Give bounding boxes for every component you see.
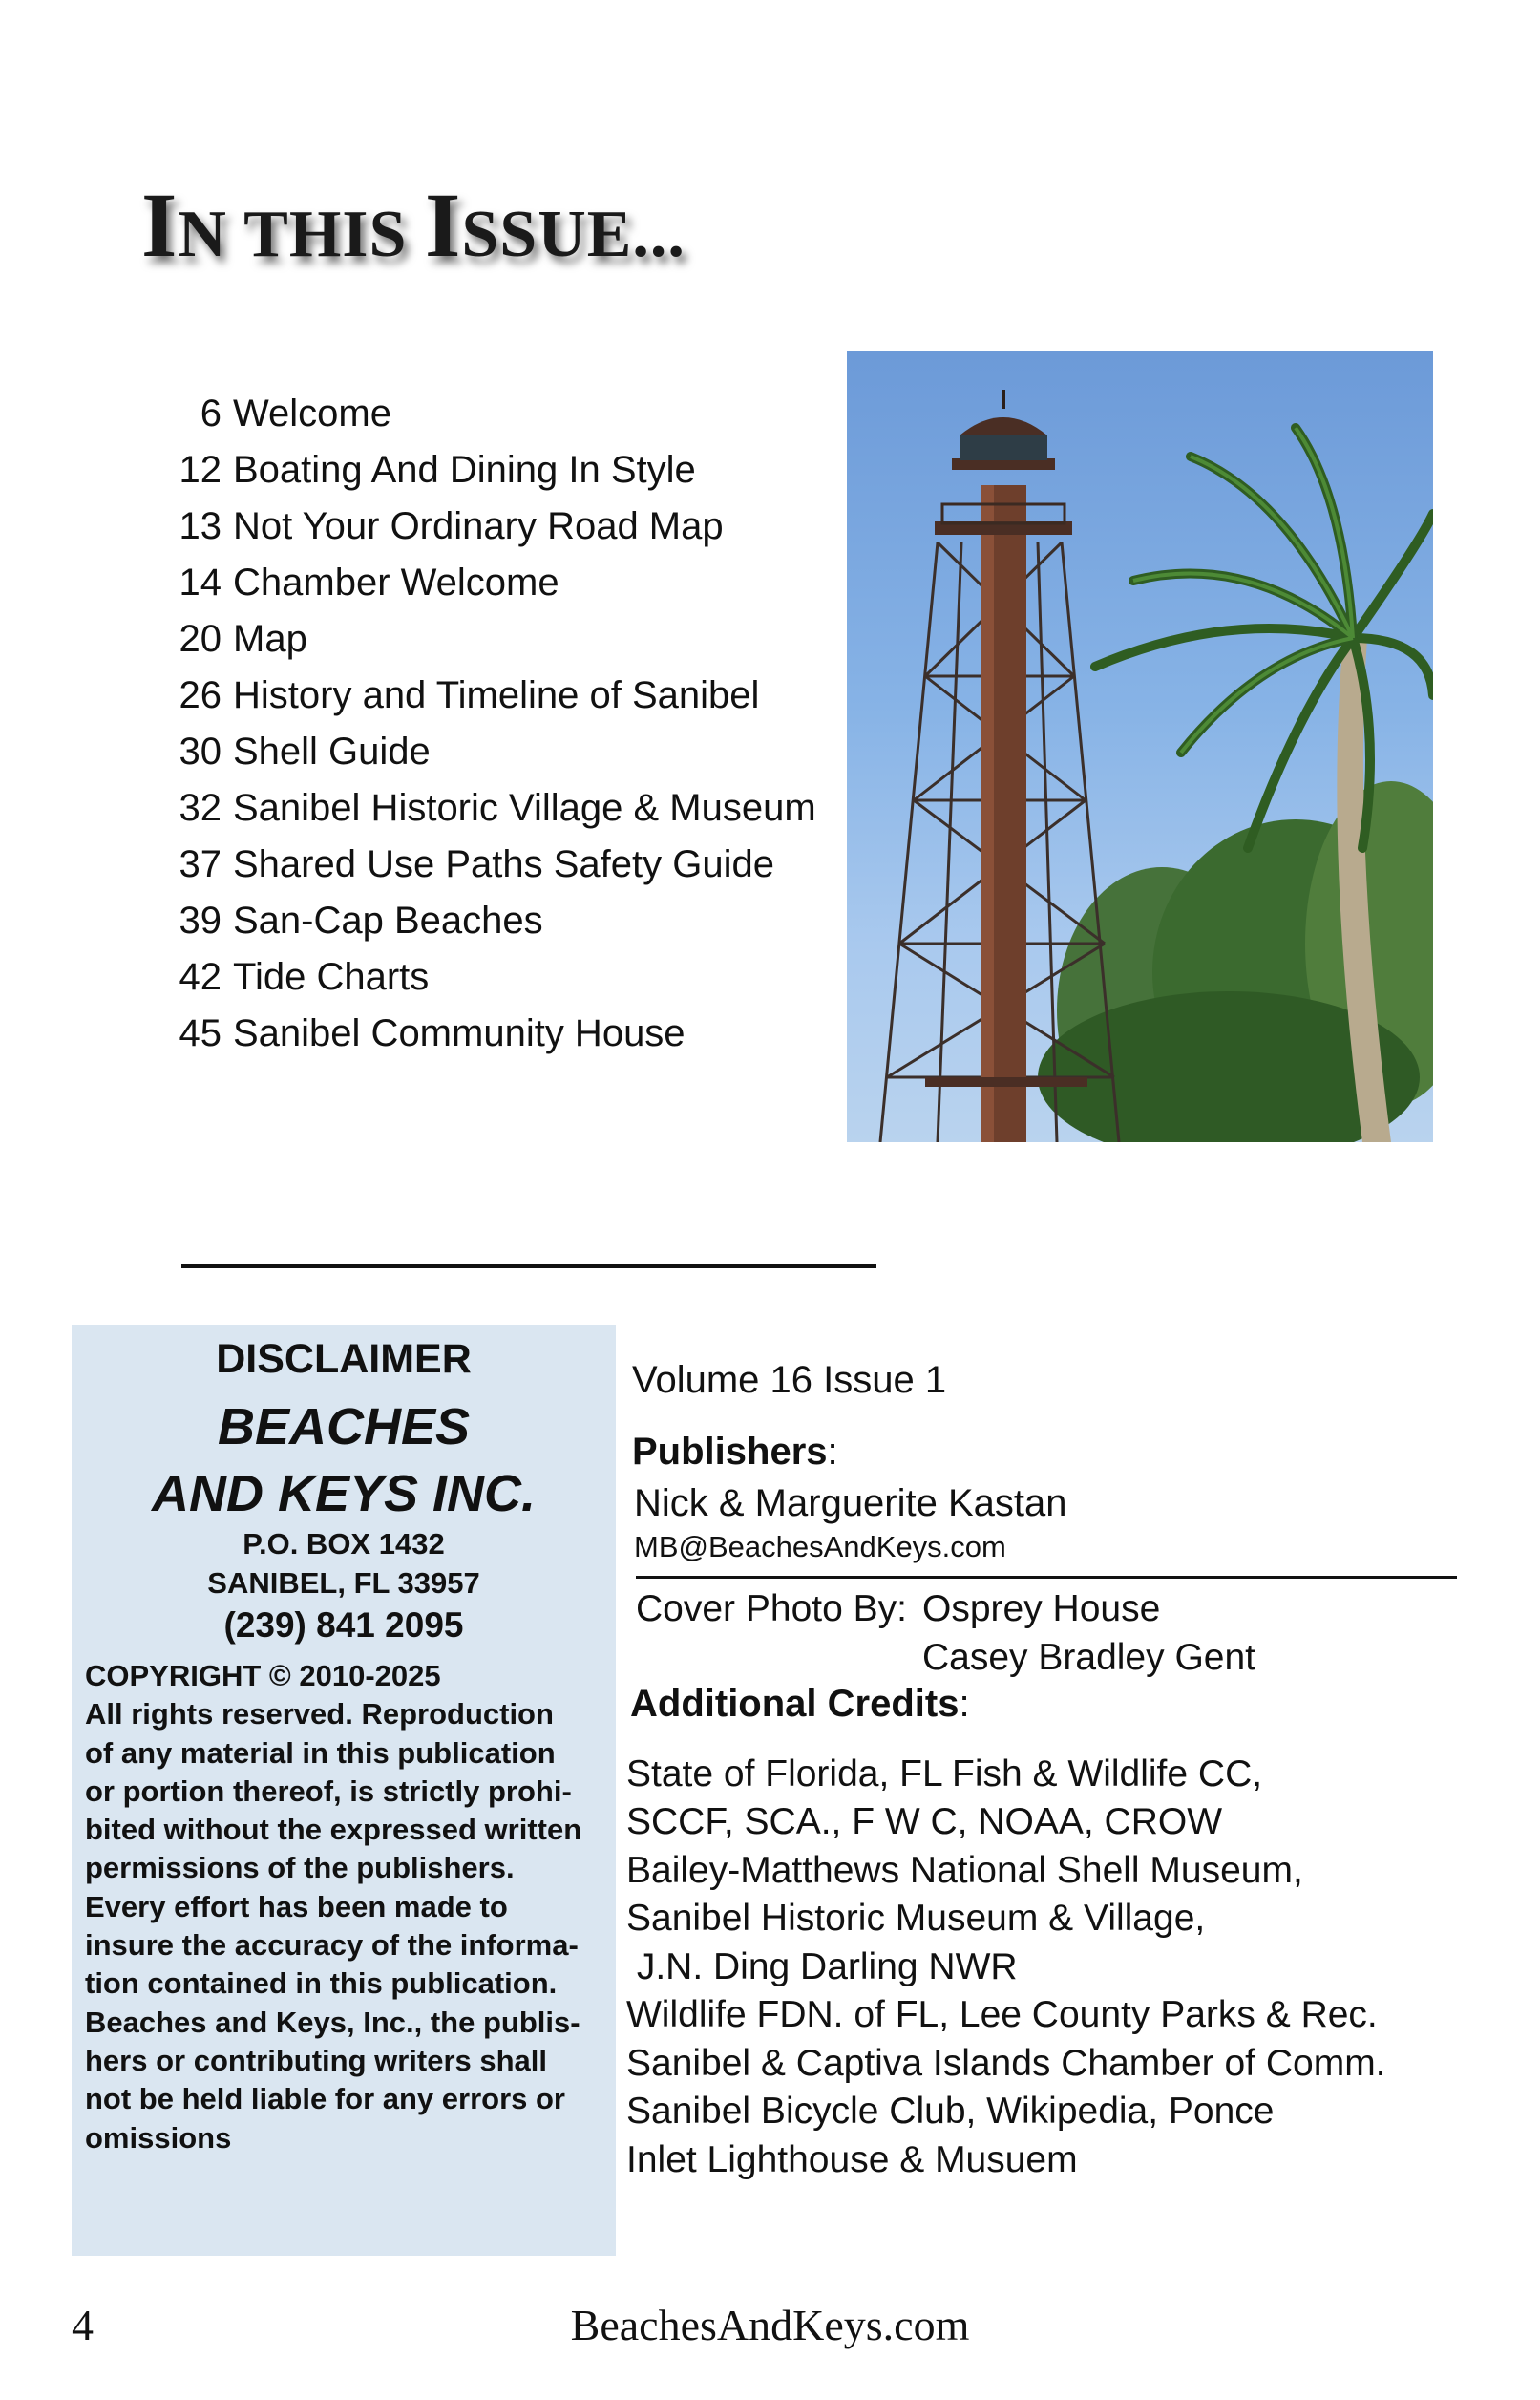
toc-page-number: 13 bbox=[179, 505, 222, 547]
toc-item[interactable] bbox=[153, 1006, 840, 1062]
toc-item[interactable] bbox=[153, 442, 840, 499]
toc-title: Chamber Welcome bbox=[233, 562, 559, 604]
divider bbox=[181, 1264, 876, 1268]
toc-page-number: 12 bbox=[179, 449, 222, 491]
toc-title: Sanibel Community House bbox=[233, 1012, 686, 1054]
divider bbox=[636, 1576, 1457, 1579]
publishers-heading: Publishers: bbox=[632, 1431, 838, 1473]
toc-item[interactable] bbox=[153, 499, 840, 555]
toc-item[interactable] bbox=[153, 724, 840, 780]
credit-line: Bailey-Matthews National Shell Museum, bbox=[626, 1850, 1303, 1891]
credit-line: Wildlife FDN. of FL, Lee County Parks & Rec. bbox=[626, 1994, 1378, 2035]
copyright-line: All rights reserved. Reproduction bbox=[85, 1697, 554, 1731]
company-name-line2: AND KEYS INC. bbox=[151, 1465, 537, 1522]
copyright-line: hers or contributing writers shall bbox=[85, 2043, 548, 2077]
copyright-line: COPYRIGHT © 2010-2025 bbox=[85, 1659, 441, 1692]
credit-line: Sanibel Historic Museum & Village, bbox=[626, 1898, 1206, 1939]
copyright-line: bited without the expressed written bbox=[85, 1813, 582, 1847]
copyright-line: permissions of the publishers. bbox=[85, 1851, 515, 1885]
copyright-line: or portion thereof, is strictly prohi- bbox=[85, 1773, 572, 1808]
publisher-email[interactable]: MB@BeachesAndKeys.com bbox=[634, 1530, 1006, 1563]
copyright-line: of any material in this publication bbox=[85, 1735, 556, 1770]
cover-photo-credit: Casey Bradley Gent bbox=[922, 1637, 1256, 1678]
toc-item[interactable] bbox=[153, 555, 840, 611]
copyright-line: tion contained in this publication. bbox=[85, 1966, 558, 2001]
disclaimer-heading: DISCLAIMER bbox=[216, 1336, 472, 1382]
toc-page-number: 26 bbox=[179, 674, 222, 716]
company-name-line1: BEACHES bbox=[217, 1398, 471, 1455]
lighthouse-photo bbox=[847, 351, 1433, 1142]
toc-item[interactable] bbox=[153, 837, 840, 893]
publishers-names: Nick & Marguerite Kastan bbox=[634, 1482, 1067, 1524]
page-number: 4 bbox=[72, 2301, 94, 2349]
toc-title: Tide Charts bbox=[233, 956, 430, 998]
toc-page-number: 32 bbox=[179, 787, 222, 829]
copyright-notice bbox=[85, 1657, 612, 2157]
po-box: P.O. BOX 1432 bbox=[243, 1527, 445, 1561]
credit-line: SCCF, SCA., F W C, NOAA, CROW bbox=[626, 1801, 1223, 1842]
lighthouse-illustration bbox=[847, 351, 1433, 1142]
toc-item[interactable] bbox=[153, 611, 840, 668]
copyright-line: Beaches and Keys, Inc., the publis- bbox=[85, 2005, 580, 2039]
copyright-line: insure the accuracy of the informa- bbox=[85, 1928, 579, 1963]
toc-page-number: 14 bbox=[179, 562, 222, 604]
toc-page-number: 20 bbox=[179, 618, 222, 660]
copyright-line: not be held liable for any errors or bbox=[85, 2082, 565, 2116]
toc-item[interactable] bbox=[153, 893, 840, 949]
footer-website[interactable]: BeachesAndKeys.com bbox=[570, 2301, 970, 2349]
toc-title: Shared Use Paths Safety Guide bbox=[233, 843, 774, 885]
credit-line: State of Florida, FL Fish & Wildlife CC, bbox=[626, 1753, 1263, 1795]
page-title: IN THIS ISSUE... bbox=[141, 174, 686, 276]
credit-line: Sanibel & Captiva Islands Chamber of Comm. bbox=[626, 2043, 1386, 2084]
toc-page-number: 30 bbox=[179, 731, 222, 773]
toc-title: Boating And Dining In Style bbox=[233, 449, 696, 491]
credit-line: Inlet Lighthouse & Musuem bbox=[626, 2139, 1078, 2180]
cover-photo-label: Cover Photo By: bbox=[636, 1588, 907, 1629]
city-address: SANIBEL, FL 33957 bbox=[207, 1566, 480, 1600]
toc-page-number: 45 bbox=[179, 1012, 222, 1054]
toc-title: Welcome bbox=[233, 393, 391, 435]
copyright-line: Every effort has been made to bbox=[85, 1889, 508, 1923]
toc-page-number: 42 bbox=[179, 956, 222, 998]
toc-title: Sanibel Historic Village & Museum bbox=[233, 787, 816, 829]
credit-line: Sanibel Bicycle Club, Wikipedia, Ponce bbox=[626, 2091, 1275, 2132]
phone-number: (239) 841 2095 bbox=[223, 1605, 464, 1645]
toc-page-number: 39 bbox=[179, 900, 222, 942]
toc-title: San-Cap Beaches bbox=[233, 900, 543, 942]
toc-title: Not Your Ordinary Road Map bbox=[233, 505, 724, 547]
toc-title: Shell Guide bbox=[233, 731, 431, 773]
credit-line: J.N. Ding Darling NWR bbox=[626, 1946, 1018, 1987]
cover-photo-credit: Osprey House bbox=[922, 1588, 1161, 1629]
volume-issue: Volume 16 Issue 1 bbox=[632, 1359, 947, 1401]
disclaimer-box bbox=[72, 1325, 616, 2256]
toc-item[interactable] bbox=[153, 668, 840, 724]
toc-item[interactable] bbox=[153, 949, 840, 1006]
toc-title: History and Timeline of Sanibel bbox=[233, 674, 760, 716]
toc-item[interactable] bbox=[153, 780, 840, 837]
toc-title: Map bbox=[233, 618, 307, 660]
toc-page-number: 6 bbox=[200, 393, 222, 435]
table-of-contents bbox=[153, 386, 840, 1062]
toc-page-number: 37 bbox=[179, 843, 222, 885]
additional-credits-heading: Additional Credits: bbox=[630, 1683, 970, 1725]
toc-item[interactable] bbox=[153, 386, 840, 442]
copyright-line: omissions bbox=[85, 2120, 232, 2155]
